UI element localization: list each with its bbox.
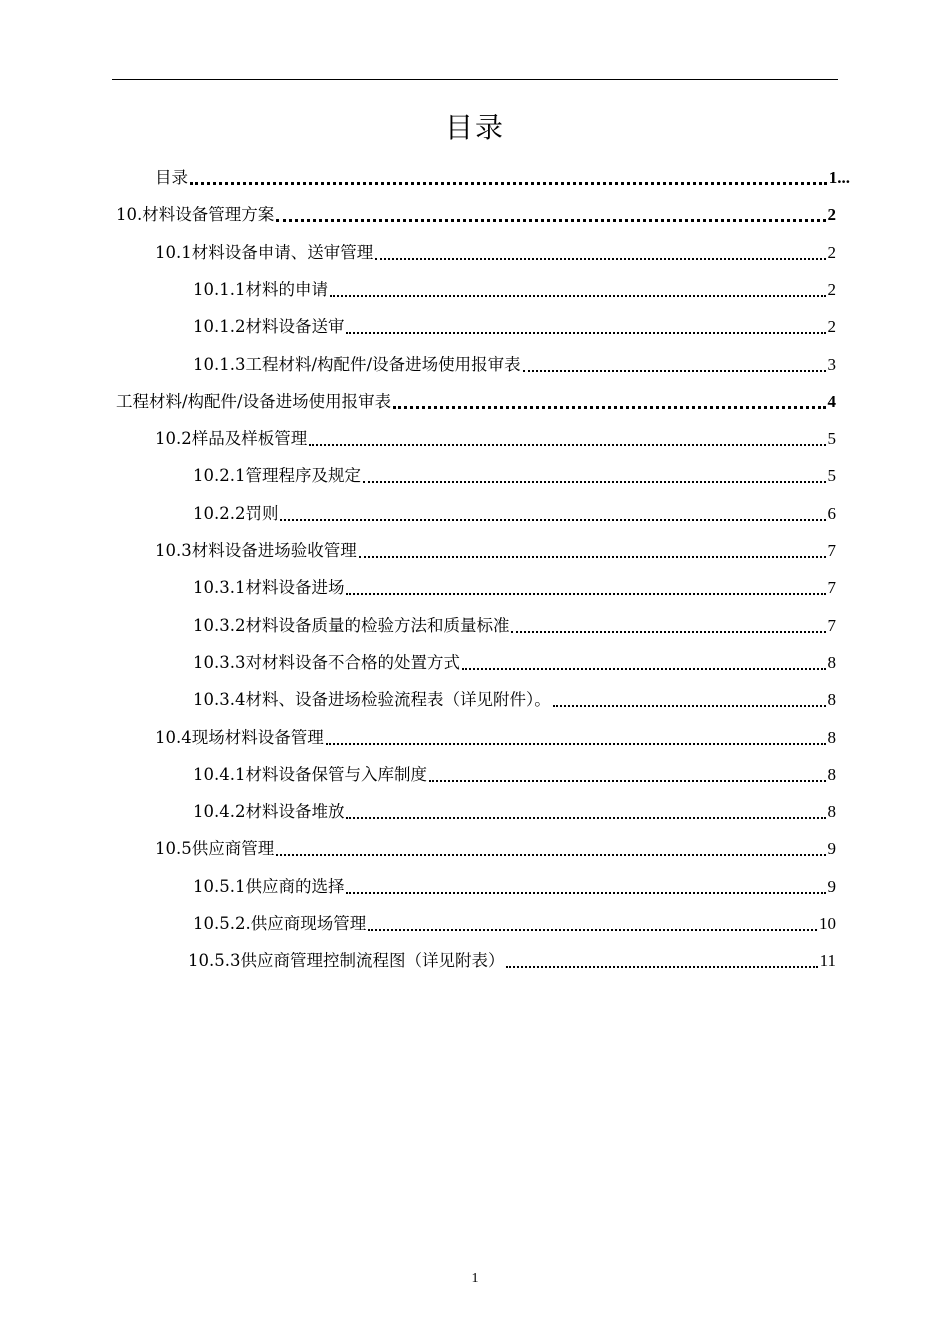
toc-dot-leader: [359, 556, 826, 558]
toc-entry-page: 1...: [828, 168, 850, 187]
toc-dot-leader: [462, 668, 826, 670]
toc-entry-label: 10.1材料设备申请、送审管理: [155, 243, 374, 262]
toc-dot-leader: [375, 258, 825, 260]
toc-dot-leader: [553, 705, 826, 707]
toc-dot-leader: [190, 182, 827, 185]
toc-dot-leader: [346, 817, 825, 819]
toc-entry[interactable]: [116, 202, 836, 228]
toc-entry-page: 8: [827, 802, 836, 821]
page-number: 1: [471, 1271, 479, 1286]
toc-dot-leader: [276, 854, 825, 856]
toc-entry-page: 2: [827, 280, 836, 299]
toc-dot-leader: [363, 481, 826, 483]
toc-entry-page: 4: [827, 392, 836, 411]
toc-entry-page: 3: [827, 355, 836, 374]
toc-entry-label: 10.2样品及样板管理: [155, 429, 308, 448]
toc-entry[interactable]: [193, 463, 836, 489]
toc-entry[interactable]: [193, 501, 836, 527]
toc-entry-page: 8: [827, 765, 836, 784]
toc-entry-label: 10.4现场材料设备管理: [155, 728, 324, 747]
toc-entry-label: 10.3材料设备进场验收管理: [155, 541, 357, 560]
toc-entry[interactable]: [193, 352, 836, 378]
toc-entry-label: 10.3.3对材料设备不合格的处置方式: [193, 653, 460, 672]
toc-entry[interactable]: [155, 538, 836, 564]
toc-dot-leader: [511, 631, 825, 633]
toc-dot-leader: [393, 406, 825, 409]
toc-dot-leader: [330, 295, 826, 297]
toc-dot-leader: [506, 966, 817, 968]
toc-entry[interactable]: [193, 687, 836, 713]
toc-dot-leader: [346, 593, 825, 595]
toc-entry-label: 10.3.2材料设备质量的检验方法和质量标准: [193, 616, 510, 635]
toc-entry-label: 10.3.4材料、设备进场检验流程表（详见附件）。: [193, 690, 551, 709]
toc-dot-leader: [429, 780, 826, 782]
toc-entry[interactable]: [193, 314, 836, 340]
toc-entry-label: 10.5.1供应商的选择: [193, 877, 345, 896]
toc-entry[interactable]: [193, 762, 836, 788]
toc-entry-page: 7: [827, 578, 836, 597]
toc-entry-label: 10.4.1材料设备保管与入库制度: [193, 765, 427, 784]
toc-entry-page: 6: [827, 504, 836, 523]
toc-entry-page: 9: [827, 877, 836, 896]
toc-entry-label: 10.5.3供应商管理控制流程图（详见附表）: [188, 951, 505, 970]
toc-entry-page: 5: [827, 466, 836, 485]
toc-entry-page: 7: [827, 616, 836, 635]
toc-entry[interactable]: [193, 613, 836, 639]
toc-entry-page: 9: [827, 839, 836, 858]
toc-entry-label: 10.1.2材料设备送审: [193, 317, 345, 336]
toc-dot-leader: [280, 519, 825, 521]
toc-entry[interactable]: [193, 911, 836, 937]
toc-entry-label: 10.4.2材料设备堆放: [193, 802, 345, 821]
toc-entry[interactable]: [155, 725, 836, 751]
toc-entry-page: 2: [827, 205, 836, 224]
toc-entry-label: 工程材料/构配件/设备进场使用报审表: [116, 392, 392, 411]
toc-entry[interactable]: [193, 575, 836, 601]
toc-entry-label: 目录: [155, 168, 188, 187]
toc-entry-label: 10.3.1材料设备进场: [193, 578, 345, 597]
toc-entry[interactable]: [155, 240, 836, 266]
toc-entry-label: 10.5供应商管理: [155, 839, 275, 858]
toc-entry-page: 5: [827, 429, 836, 448]
toc-entry-label: 10.材料设备管理方案: [116, 205, 275, 224]
toc-dot-leader: [368, 929, 817, 931]
toc-dot-leader: [523, 370, 826, 372]
toc-dot-leader: [326, 743, 826, 745]
toc-entry-page: 10: [819, 914, 836, 933]
toc-entry-label: 10.2.2罚则: [193, 504, 279, 523]
toc-entry-page: 8: [827, 728, 836, 747]
toc-entry[interactable]: [155, 165, 850, 191]
header-rule: [112, 79, 838, 80]
toc-dot-leader: [276, 219, 825, 222]
toc-entry-page: 8: [827, 690, 836, 709]
toc-entry[interactable]: [155, 836, 836, 862]
toc-dot-leader: [346, 892, 825, 894]
toc-entry-label: 10.1.1材料的申请: [193, 280, 328, 299]
toc-entry-page: 7: [827, 541, 836, 560]
toc-entry-page: 2: [827, 317, 836, 336]
toc-entry[interactable]: [155, 426, 836, 452]
toc-entry-page: 8: [827, 653, 836, 672]
toc-entry[interactable]: [116, 389, 836, 415]
toc-dot-leader: [346, 332, 825, 334]
toc-entry[interactable]: [193, 874, 836, 900]
toc-entry[interactable]: [193, 799, 836, 825]
toc-entry[interactable]: [193, 650, 836, 676]
toc-entry-label: 10.2.1管理程序及规定: [193, 466, 361, 485]
toc-entry[interactable]: [188, 948, 836, 974]
toc-entry[interactable]: [193, 277, 836, 303]
toc-entry-label: 10.1.3工程材料/构配件/设备进场使用报审表: [193, 355, 521, 374]
page-title: 目录: [444, 111, 505, 144]
toc-dot-leader: [309, 444, 825, 446]
toc-entry-page: 2: [827, 243, 836, 262]
toc-entry-page: 11: [819, 951, 836, 970]
toc-entry-label: 10.5.2.供应商现场管理: [193, 914, 367, 933]
